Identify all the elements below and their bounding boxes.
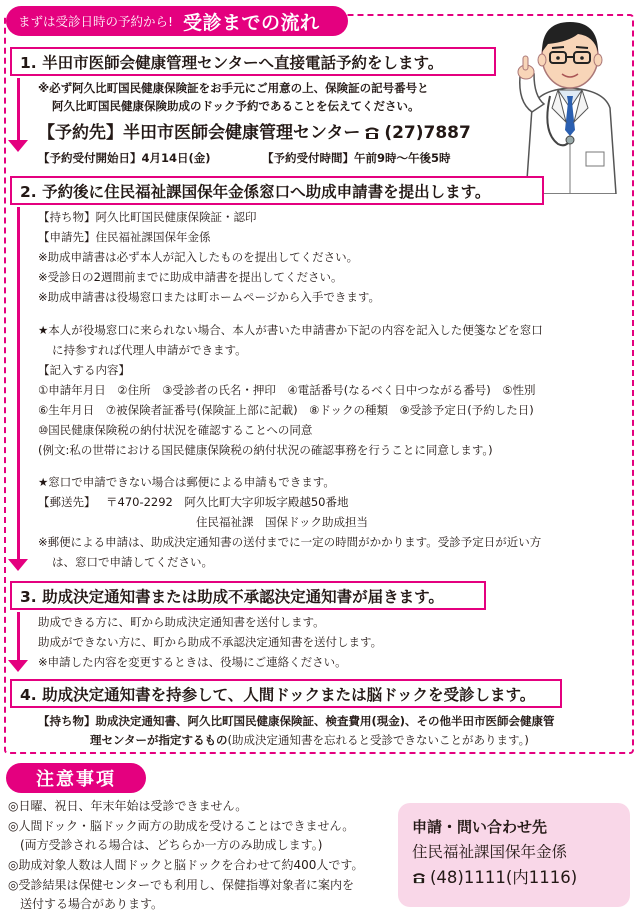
step2-mail-1: ★窓口で申請できない場合は郵便による申請もできます。 [38,475,335,489]
notice-line-4: ◎助成対象人数は人間ドックと脳ドックを合わせて約400人です。 [8,858,364,872]
step4-line-2-bold: 理センターが指定するもの [90,733,228,747]
step1-note2: 阿久比町国民健康保険助成のドック予約であることを伝えてください。 [52,99,420,113]
step4-line-2-rest: (助成決定通知書を忘れると受診できないことがあります。) [227,733,529,747]
step3-line-3: ※申請した内容を変更するときは、役場にご連絡ください。 [38,655,347,669]
step2-note-self: ※助成申請書は必ず本人が記入したものを提出してください。 [38,250,359,264]
flow-header [6,6,348,36]
step3-line-1: 助成できる方に、町から助成決定通知書を送付します。 [38,615,325,629]
step1-contact-label: 【予約先】半田市医師会健康管理センター [38,123,361,143]
step2-proxy-1: ★本人が役場窓口に来られない場合、本人が書いた申請書か下記の内容を記入した便箋などを窓口 [38,323,543,337]
step4-line-1: 【持ち物】助成決定通知書、阿久比町国民健康保険証、検査費用(現金)、その他半田市医師会健康管 [38,714,555,728]
notice-line-5: ◎受診結果は保健センターでも利用し、保健指導対象者に案内を [8,878,354,892]
header-title: 受診までの流れ [183,11,320,34]
step2-items-2: ⑥生年月日 ⑦被保険者証番号(保険証上部に記載) ⑧ドックの種類 ⑨受診予定日(予約した日) [38,403,534,417]
step2-mail-dept: 住民福祉課 国保ドック助成担当 [196,515,369,529]
step2-items-3: ⑩国民健康保険税の納付状況を確認することへの同意 [38,423,313,437]
step2-mail-label: 【郵送先】 [38,495,96,509]
step2-belongings: 【持ち物】阿久比町国民健康保険証・認印 [38,210,257,224]
step2-items-label: 【記入する内容】 [38,363,130,377]
step2-note-deadline: ※受診日の2週間前までに助成申請書を提出してください。 [38,270,343,284]
contact-box [398,803,630,907]
contact-phone-row [412,865,616,891]
notice-line-1: ◎日曜、祝日、年末年始は受診できません。 [8,799,248,813]
step1-contact-phone: (27)7887 [384,123,471,143]
contact-title: 申請・問い合わせ先 [412,818,548,836]
contact-phone: (48)1111(内1116) [430,868,578,887]
step3-line-2: 助成ができない方に、町から助成不承認決定通知書を送付します。 [38,635,383,649]
header-subtitle: まずは受診日時の予約から! [18,14,174,29]
step1-contact [38,121,471,145]
phone-icon [364,126,380,140]
step2-items-4: (例文:私の世帯における国民健康保険税の納付状況の確認事務を行うことに同意します。) [38,443,493,457]
step2-proxy-2: に持参すれば代理人申請ができます。 [52,343,247,357]
notice-line-2: ◎人間ドック・脳ドック両方の助成を受けることはできません。 [8,819,355,833]
step2-mail-note-2: は、窓口で申請してください。 [52,555,213,569]
step2-mail-note-1: ※郵便による申請は、助成決定通知書の送付までに一定の時間がかかります。受診予定日が近い方 [38,535,542,549]
step2-mail-address: 〒470-2292 阿久比町大字卯坂字殿越50番地 [106,495,349,509]
step2-items-1: ①申請年月日 ②住所 ③受診者の氏名・押印 ④電話番号(なるべく日中つながる番号) ⑤性別 [38,383,536,397]
notice-title: 注意事項 [6,763,146,793]
step2-apply-to: 【申請先】住民福祉課国保年金係 [38,230,211,244]
doctor-illustration [508,12,634,194]
step2-title: 2. 予約後に住民福祉課国保年金係窓口へ助成申請書を提出します。 [10,176,544,205]
step3-title: 3. 助成決定通知書または助成不承認決定通知書が届きます。 [10,581,486,610]
notice-line-3: (両方受診される場合は、どちらか一方のみ助成します。) [8,838,323,852]
step1-hours: 【予約受付時間】午前9時〜午後5時 [262,151,451,165]
step3-arrow [8,612,28,672]
step4-line-2 [90,731,529,749]
step1-note1: ※必ず阿久比町国民健康保険証をお手元にご用意の上、保険証の記号番号と [38,81,429,95]
step1-arrow [8,78,28,152]
step2-note-where: ※助成申請書は役場窓口または町ホームページから入手できます。 [38,290,380,304]
step1-start-date: 【予約受付開始日】4月14日(金) [38,151,211,165]
contact-dept: 住民福祉課国保年金係 [412,843,568,861]
phone-icon [412,872,426,884]
step2-arrow [8,207,28,571]
step4-title: 4. 助成決定通知書を持参して、人間ドックまたは脳ドックを受診します。 [10,679,562,708]
step1-title: 1. 半田市医師会健康管理センターへ直接電話予約をします。 [10,47,496,76]
notice-line-6: 送付する場合があります。 [8,897,164,911]
